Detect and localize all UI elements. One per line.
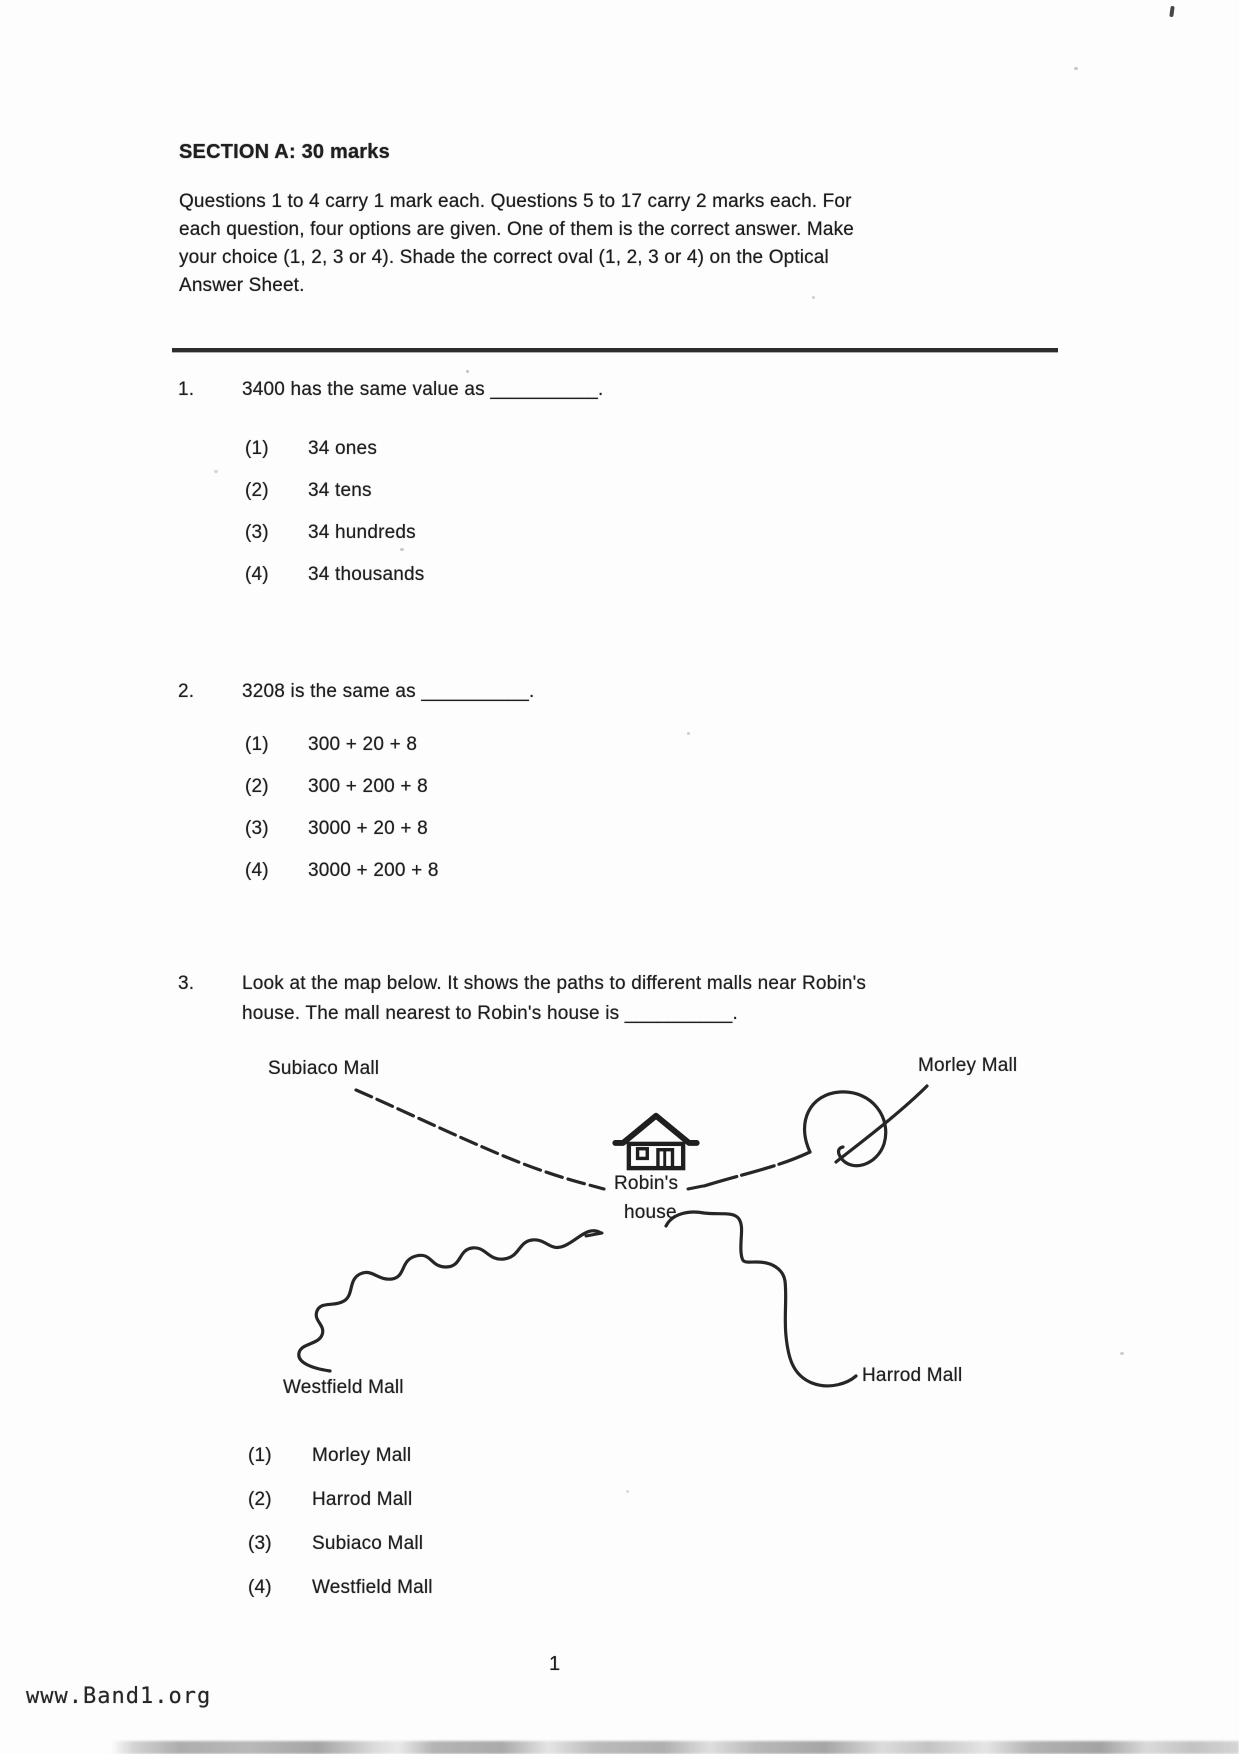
map-label-robins: Robin's [614, 1173, 679, 1194]
map-label-house: house [624, 1202, 677, 1223]
scan-speck [400, 548, 404, 551]
q3-option-4-label: (4) [248, 1577, 272, 1598]
scan-edge-band [88, 1741, 1239, 1754]
q2-option-2-label: (2) [245, 776, 269, 797]
q1-option-3-label: (3) [245, 522, 269, 543]
q2-option-1-label: (1) [245, 734, 269, 755]
path-to-morley-mall [704, 1152, 810, 1186]
q3-option-1-text: Morley Mall [312, 1445, 412, 1466]
scan-speck [687, 732, 690, 735]
q1-option-4-label: (4) [245, 564, 269, 585]
question-1-text: 3400 has the same value as __________. [242, 379, 604, 400]
q1-option-3-text: 34 hundreds [308, 522, 416, 543]
instructions-line: each question, four options are given. One of them is the correct answer. Make [179, 219, 854, 240]
scan-speck [812, 296, 815, 299]
question-1-number: 1. [178, 379, 195, 400]
path-to-westfield-mall [299, 1231, 601, 1371]
q2-option-4-label: (4) [245, 860, 269, 881]
map-label-westfield-mall: Westfield Mall [283, 1377, 404, 1398]
q1-option-4-text: 34 thousands [308, 564, 425, 585]
q2-option-2-text: 300 + 200 + 8 [308, 776, 428, 797]
question-3-text-line2: house. The mall nearest to Robin's house is __________. [242, 1003, 738, 1024]
question-3-text-line1: Look at the map below. It shows the paths to different malls near Robin's [242, 973, 867, 994]
instructions-line: Answer Sheet. [179, 275, 305, 296]
map-dash [586, 1233, 602, 1236]
q2-option-3-label: (3) [245, 818, 269, 839]
path-to-harrod-mall [666, 1212, 856, 1386]
scan-speck [626, 1490, 629, 1493]
question-2-number: 2. [178, 681, 195, 702]
q3-option-1-label: (1) [248, 1445, 272, 1466]
section-heading: SECTION A: 30 marks [179, 141, 390, 163]
q1-option-2-text: 34 tens [308, 480, 372, 501]
map-dash [688, 1186, 703, 1189]
scan-speck [1074, 67, 1078, 70]
question-3-number: 3. [178, 973, 195, 994]
q1-option-1-text: 34 ones [308, 438, 378, 459]
scan-speck [214, 470, 218, 473]
q1-option-1-label: (1) [245, 438, 269, 459]
map-label-subiaco-mall: Subiaco Mall [268, 1058, 380, 1079]
scan-speck [1120, 1352, 1124, 1355]
q3-option-3-label: (3) [248, 1533, 272, 1554]
q2-option-1-text: 300 + 20 + 8 [308, 734, 418, 755]
question-2-text: 3208 is the same as __________. [242, 681, 535, 702]
house-icon [612, 1108, 700, 1172]
site-watermark: www.Band1.org [26, 1684, 212, 1709]
page-number: 1 [549, 1653, 561, 1675]
q3-option-4-text: Westfield Mall [312, 1577, 433, 1598]
q2-option-3-text: 3000 + 20 + 8 [308, 818, 428, 839]
q2-option-4-text: 3000 + 200 + 8 [308, 860, 439, 881]
q1-option-2-label: (2) [245, 480, 269, 501]
scan-speck [466, 370, 469, 373]
instructions-line: your choice (1, 2, 3 or 4). Shade the correct oval (1, 2, 3 or 4) on the Optical [179, 247, 829, 268]
path-to-subiaco-mall [356, 1090, 604, 1189]
map-label-harrod-mall: Harrod Mall [862, 1365, 963, 1386]
q3-option-3-text: Subiaco Mall [312, 1533, 424, 1554]
q3-option-2-text: Harrod Mall [312, 1489, 413, 1510]
q3-option-2-label: (2) [248, 1489, 272, 1510]
map-label-morley-mall: Morley Mall [918, 1055, 1018, 1076]
instructions-line: Questions 1 to 4 carry 1 mark each. Questions 5 to 17 carry 2 marks each. For [179, 191, 852, 212]
